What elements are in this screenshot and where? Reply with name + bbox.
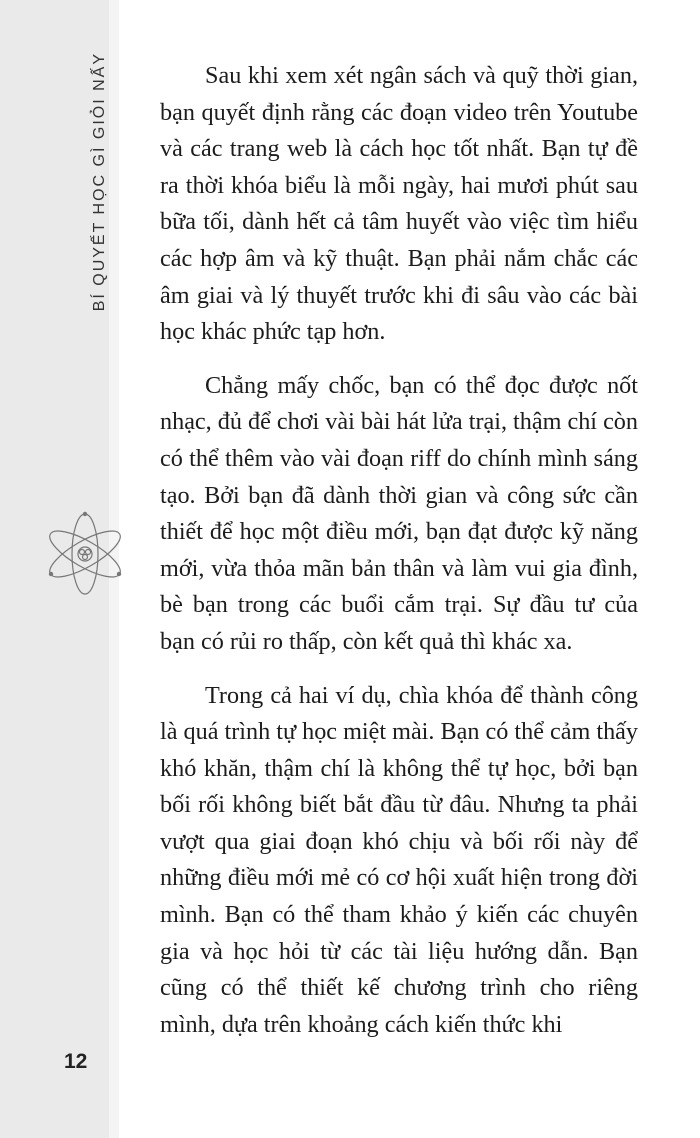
page-number: 12 [64, 1050, 88, 1073]
running-title: BÍ QUYẾT HỌC GÌ GIỎI NẤY [91, 52, 108, 312]
paragraph-1: Sau khi xem xét ngân sách và quỹ thời gian, bạn quyết định rằng các đoạn video trên Youtube và các trang web là cách học tốt nhất. Bạn tự đề ra thời khóa biểu là mỗi ngày, hai mươi phút sau bữa tối, dành hết cả tâm huyết vào việc tìm hiểu các hợp âm và kỹ thuật. Bạn phải nắm chắc các âm giai và lý thuyết trước khi đi sâu vào các bài học khác phức tạp hơn. [160, 62, 638, 346]
body-text [160, 58, 638, 1043]
paragraph-3: Trong cả hai ví dụ, chìa khóa để thành công là quá trình tự học miệt mài. Bạn có thể cảm thấy khó khăn, thậm chí là không thể tự học, bởi bạn bối rối không biết bắt đầu từ đâu. Nhưng ta phải vượt qua giai đoạn khó chịu và bối rối này để những điều mới mẻ có cơ hội xuất hiện trong đời mình. Bạn có thể tham khảo ý kiến các chuyên gia và học hỏi từ các tài liệu hướng dẫn. Bạn cũng có thể thiết kế chương trình cho riêng mình, dựa trên khoảng cách kiến thức khi [160, 681, 638, 1038]
paragraph-2: Chẳng mấy chốc, bạn có thể đọc được nốt nhạc, đủ để chơi vài bài hát lửa trại, thậm chí còn có thể thêm vào vài đoạn riff do chính mình sáng tạo. Bởi bạn đã dành thời gian và công sức cần thiết để học một điều mới, bạn đạt được kỹ năng mới, vừa thỏa mãn bản thân và làm vui gia đình, bè bạn trong các buổi cắm trại. Sự đầu tư của bạn có rủi ro thấp, còn kết quả thì khác xa. [160, 371, 638, 655]
atom-icon [41, 510, 129, 598]
